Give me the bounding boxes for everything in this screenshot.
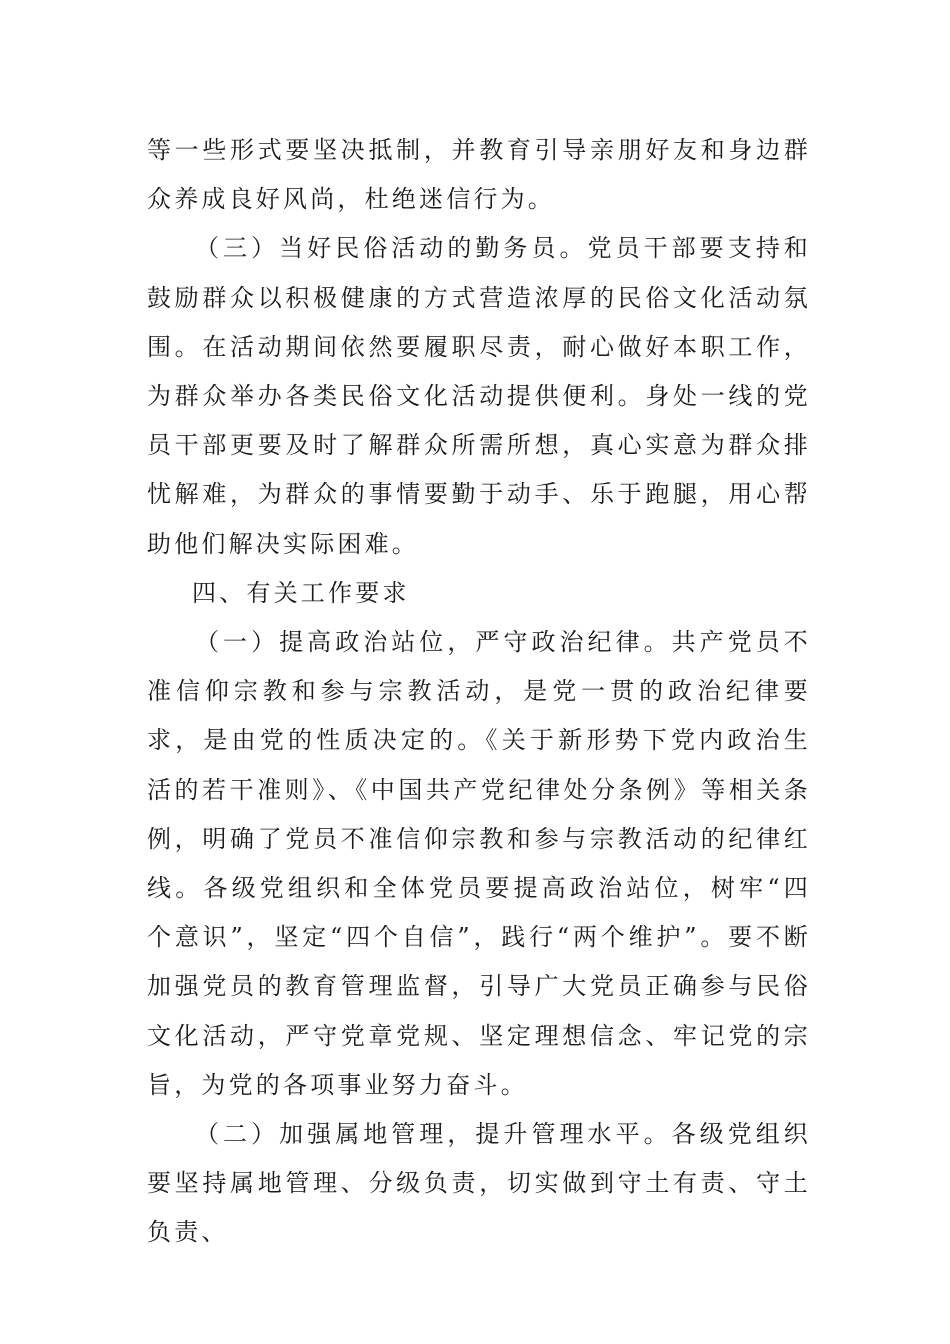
paragraph-requirement-one: （一）提高政治站位，严守政治纪律。共产党员不准信仰宗教和参与宗教活动，是党一贯的政治纪律要求，是由党的性质决定的。《关于新形势下党内政治生活的若干准则》、《中国共产党纪律处分条例》等相关条例，明确了党员不准信仰宗教和参与宗教活动的纪律红线。各级党组织和全体党员要提高政治站位，树牢“四个意识”，坚定“四个自信”，践行“两个维护”。要不断加强党员的教育管理监督，引导广大党员正确参与民俗文化活动，严守党章党规、坚定理想信念、牢记党的宗旨，为党的各项事业努力奋斗。 — [147, 628, 811, 1099]
paragraph-continuation: 等一些形式要坚决抵制，并教育引导亲朋好友和身边群众养成良好风尚，杜绝迷信行为。 — [147, 136, 811, 214]
document-body — [147, 126, 811, 1258]
section-heading-work-requirements: 四、有关工作要求 — [192, 578, 410, 607]
paragraph-requirement-two: （二）加强属地管理，提升管理水平。各级党组织要坚持属地管理、分级负责，切实做到守土有责、守土负责、 — [147, 1120, 811, 1247]
paragraph-section-three: （三）当好民俗活动的勤务员。党员干部要支持和鼓励群众以积极健康的方式营造浓厚的民俗文化活动氛围。在活动期间依然要履职尽责，耐心做好本职工作，为群众举办各类民俗文化活动提供便利。身处一线的党员干部更要及时了解群众所需所想，真心实意为群众排忧解难，为群众的事情要勤于动手、乐于跑腿，用心帮助他们解决实际困难。 — [147, 234, 811, 558]
